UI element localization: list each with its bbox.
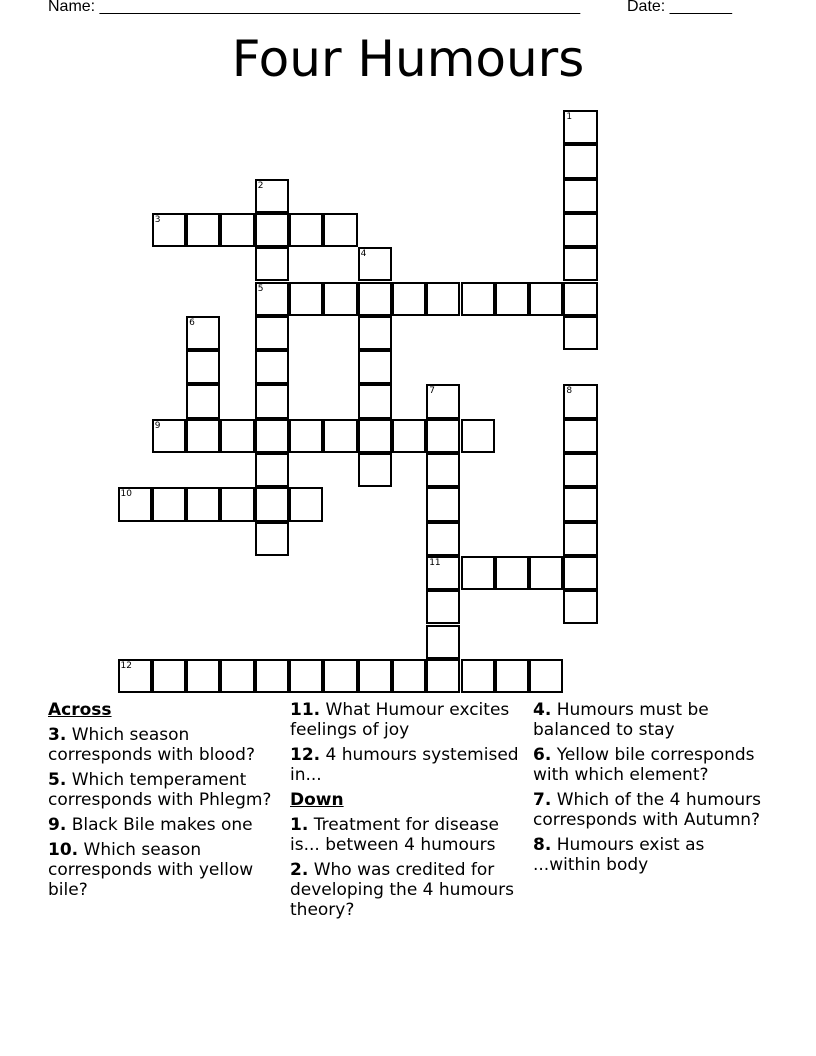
clue-text: Which season corresponds with yellow bile? [48,840,254,900]
crossword-cell[interactable] [255,316,289,350]
crossword-cell[interactable] [358,453,392,487]
crossword-cell[interactable] [358,282,392,316]
crossword-cell[interactable] [426,590,460,624]
page-title: Four Humours [231,30,585,88]
crossword-cell[interactable] [563,213,597,247]
cell-number: 4 [360,249,367,260]
crossword-cell[interactable] [563,144,597,178]
crossword-cell[interactable] [426,419,460,453]
crossword-cell[interactable] [152,487,186,521]
crossword-cell[interactable] [255,213,289,247]
clue-number: 1. [290,815,309,835]
clue-text: Which season corresponds with blood? [48,725,255,765]
crossword-cell[interactable] [426,556,460,590]
crossword-cell[interactable] [255,247,289,281]
crossword-cell[interactable] [358,350,392,384]
crossword-cell[interactable] [392,282,426,316]
crossword-cell[interactable] [255,384,289,418]
crossword-cell[interactable] [186,316,220,350]
crossword-cell[interactable] [358,419,392,453]
clue-text: Yellow bile corresponds with which element? [533,745,755,785]
crossword-cell[interactable] [461,419,495,453]
crossword-cell[interactable] [289,213,323,247]
crossword-cell[interactable] [186,213,220,247]
crossword-cell[interactable] [563,282,597,316]
clue-across-10 [48,840,288,900]
clue-across-3 [48,725,288,765]
crossword-cell[interactable] [323,659,357,693]
clue-down-4 [533,700,773,740]
cell-number: 12 [120,660,132,671]
crossword-cell[interactable] [255,282,289,316]
crossword-cell[interactable] [563,453,597,487]
crossword-cell[interactable] [563,522,597,556]
crossword-cell[interactable] [563,419,597,453]
clue-number: 2. [290,860,309,880]
clue-number: 9. [48,815,67,835]
crossword-cell[interactable] [426,487,460,521]
crossword-cell[interactable] [186,384,220,418]
clue-number: 8. [533,835,552,855]
cell-number: 2 [257,180,264,191]
crossword-cell[interactable] [426,522,460,556]
crossword-cell[interactable] [495,556,529,590]
crossword-cell[interactable] [563,179,597,213]
clue-down-6 [533,745,773,785]
crossword-cell[interactable] [186,350,220,384]
crossword-cell[interactable] [289,487,323,521]
clue-number: 4. [533,700,552,720]
clues-column-2 [290,700,530,925]
crossword-cell[interactable] [323,419,357,453]
clues-column-1 [48,700,288,905]
clue-text: Humours must be balanced to stay [533,700,709,740]
crossword-cell[interactable] [495,659,529,693]
crossword-cell[interactable] [255,350,289,384]
clue-number: 7. [533,790,552,810]
crossword-cell[interactable] [323,213,357,247]
crossword-cell[interactable] [563,487,597,521]
crossword-cell[interactable] [323,282,357,316]
clue-text: Treatment for disease is... between 4 humours [290,815,499,855]
crossword-cell[interactable] [358,384,392,418]
clue-text: 4 humours systemised in... [290,745,519,785]
name-field[interactable]: Name: ______________________________________________________ [48,0,581,15]
clue-number: 6. [533,745,552,765]
crossword-cell[interactable] [255,487,289,521]
crossword-cell[interactable] [152,213,186,247]
clue-across-12 [290,745,530,785]
crossword-cell[interactable] [392,659,426,693]
crossword-cell[interactable] [118,487,152,521]
across-heading: Across [48,700,112,720]
cell-number: 6 [189,317,195,328]
clue-across-9 [48,815,288,835]
clue-text: What Humour excites feelings of joy [290,700,510,740]
cell-number: 3 [154,214,161,225]
crossword-cell[interactable] [358,247,392,281]
clue-down-2 [290,860,530,920]
clue-down-1 [290,815,530,855]
clue-text: Who was credited for developing the 4 humours theory? [290,860,515,920]
crossword-cell[interactable] [563,110,597,144]
crossword-cell[interactable] [563,316,597,350]
crossword-cell[interactable] [358,659,392,693]
crossword-cell[interactable] [289,659,323,693]
clue-across-11 [290,700,530,740]
cell-number: 5 [257,283,264,294]
crossword-cell[interactable] [461,556,495,590]
clue-number: 3. [48,725,67,745]
crossword-cell[interactable] [186,659,220,693]
crossword-cell[interactable] [563,556,597,590]
cell-number: 1 [566,112,573,122]
crossword-cell[interactable] [255,659,289,693]
crossword-cell[interactable] [529,659,563,693]
crossword-cell[interactable] [220,659,254,693]
crossword-cell[interactable] [426,453,460,487]
crossword-cell[interactable] [426,384,460,418]
clue-text: Which of the 4 humours corresponds with Autumn? [533,790,761,830]
crossword-cell[interactable] [118,659,152,693]
crossword-cell[interactable] [220,213,254,247]
crossword-cell[interactable] [426,282,460,316]
crossword-cell[interactable] [563,384,597,418]
crossword-cell[interactable] [529,282,563,316]
clue-number: 11. [290,700,321,720]
cell-number: 11 [429,557,441,568]
clue-text: Humours exist as ...within body [533,835,705,875]
crossword-cell[interactable] [461,659,495,693]
crossword-cell[interactable] [220,419,254,453]
cell-number: 8 [566,386,573,397]
cell-number: 9 [154,420,161,431]
crossword-cell[interactable] [529,556,563,590]
crossword-cell[interactable] [152,659,186,693]
date-field[interactable]: Date: _______ [627,0,732,15]
crossword-cell[interactable] [186,419,220,453]
crossword-cell[interactable] [255,522,289,556]
crossword-cell[interactable] [255,419,289,453]
crossword-cell[interactable] [289,282,323,316]
clues-column-3 [533,700,773,880]
down-heading: Down [290,790,344,810]
clue-number: 5. [48,770,67,790]
clue-text: Which temperament corresponds with Phlegm? [48,770,272,810]
cell-number: 7 [429,386,435,397]
crossword-cell[interactable] [495,282,529,316]
crossword-cell[interactable] [563,247,597,281]
crossword-cell[interactable] [426,625,460,659]
clue-down-7 [533,790,773,830]
crossword-cell[interactable] [152,419,186,453]
clue-down-8 [533,835,773,875]
clue-text: Black Bile makes one [66,815,253,835]
clue-number: 10. [48,840,79,860]
crossword-cell[interactable] [358,316,392,350]
clue-across-5 [48,770,288,810]
crossword-cell[interactable] [461,282,495,316]
crossword-cell[interactable] [220,487,254,521]
crossword-cell[interactable] [426,659,460,693]
crossword-cell[interactable] [392,419,426,453]
cell-number: 10 [120,489,132,500]
crossword-cell[interactable] [255,179,289,213]
crossword-cell[interactable] [563,590,597,624]
crossword-cell[interactable] [255,453,289,487]
clue-number: 12. [290,745,321,765]
crossword-cell[interactable] [186,487,220,521]
crossword-cell[interactable] [289,419,323,453]
